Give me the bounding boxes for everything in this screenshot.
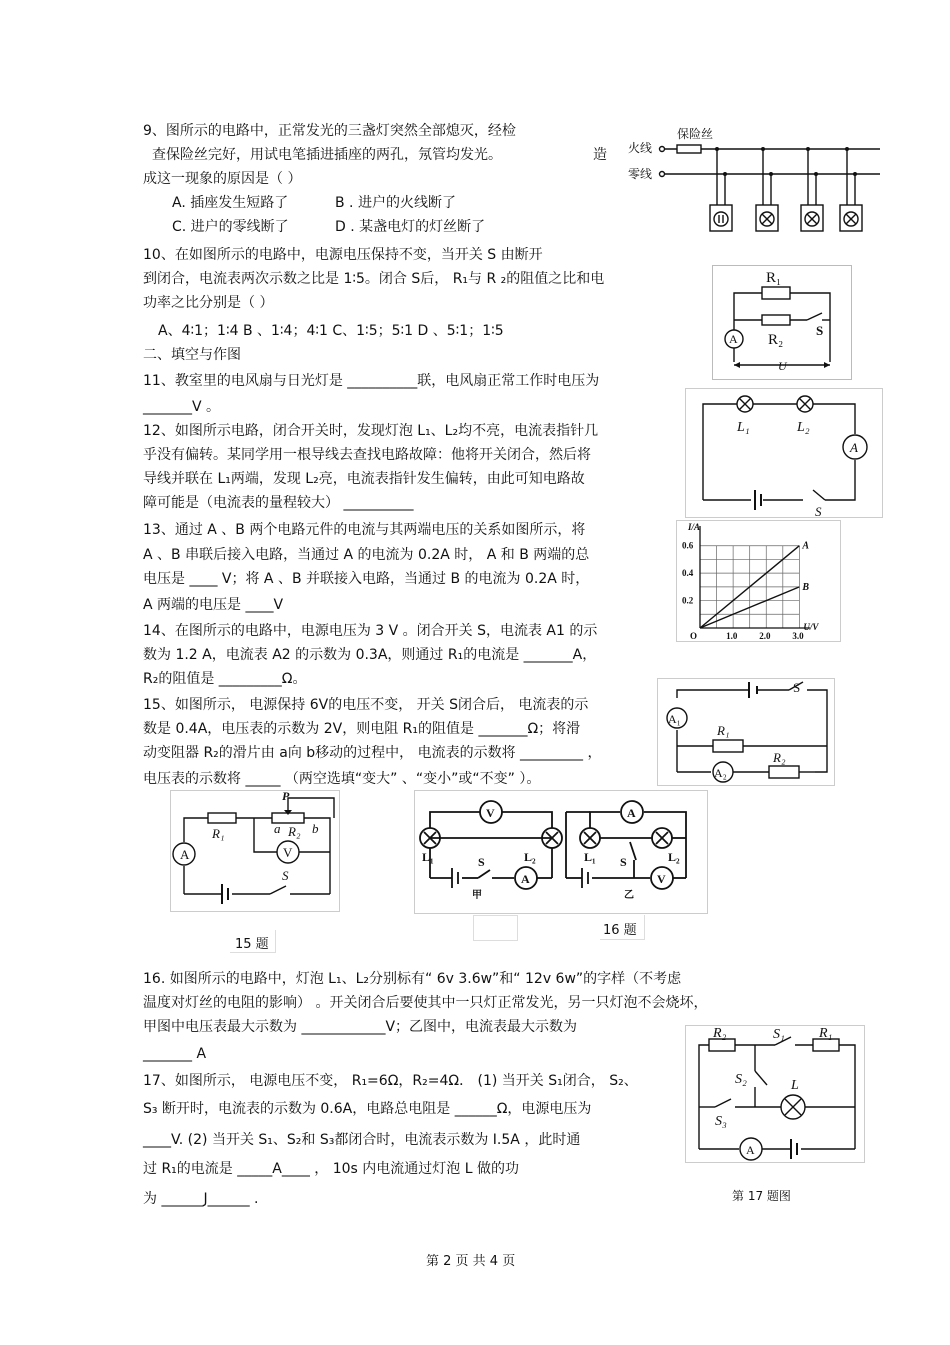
caption-16: 16 题: [603, 923, 637, 938]
q11-line1: 11、教室里的电风扇与日光灯是 __________联，电风扇正常工作时电压为: [143, 373, 600, 389]
label-s2: S₂: [735, 1072, 747, 1087]
q14-line2: 数为 1.2 A，电流表 A2 的示数为 0.3A，则通过 R₁的电流是 _______A，: [143, 647, 597, 663]
y-axis-label: I/A: [688, 522, 701, 532]
q16-line1: 16. 如图所示的电路中，灯泡 L₁、L₂分别标有“ 6v 3.6w”和“ 12v 6w”的字样（不考虑: [143, 971, 682, 987]
q17-line3: ____V. (2) 当开关 S₁、S₂和 S₃都闭合时，电流表示数为 I.5A ，此时通: [143, 1132, 581, 1148]
q9-option-a: A. 插座发生短路了: [172, 195, 289, 211]
ammeter-label-jia: A: [521, 872, 530, 886]
x-tick-label: 1.0: [726, 631, 738, 641]
q12-line4: 障可能是（电流表的量程较大） __________: [143, 495, 414, 511]
q14-line1: 14、在图所示的电路中，电源电压为 3 V 。闭合开关 S，电流表 A1 的示: [143, 623, 598, 639]
label-l2: L₂: [797, 420, 810, 435]
x-axis-label: U/V: [803, 622, 819, 632]
y-tick-label: 0.4: [682, 568, 694, 579]
ammeter-label: A: [729, 332, 738, 346]
q9-line2: 查保险丝完好，用试电笔插进插座的两孔，氖管均发光。: [152, 147, 502, 163]
figure-9-household-circuit: [625, 125, 885, 240]
y-tick-label: 0.6: [682, 540, 694, 551]
figure-15-circuit: [170, 790, 340, 912]
label-l2-jia: L₂: [524, 850, 536, 864]
ammeter2-label: A₂: [714, 766, 727, 780]
label-lamp: L: [791, 1078, 799, 1093]
q10-line1: 10、在如图所示的电路中，电源电压保持不变，当开关 S 由断开: [143, 247, 543, 263]
q16-line2: 温度对灯丝的电阻的影响） 。开关闭合后要使其中一只灯正常发光，另一只灯泡不会烧坏，: [143, 995, 708, 1011]
q10-line2: 到闭合，电流表两次示数之比是 1∶5。闭合 S后， R₁与 R ₂的阻值之比和电: [143, 271, 605, 287]
y-tick-label: 0.2: [682, 595, 694, 606]
q17-line5: 为 ______J______ .: [143, 1191, 259, 1207]
figure-14-circuit: [657, 678, 835, 786]
section-title: 二、填空与作图: [143, 347, 241, 363]
label-l1-jia: L₁: [422, 850, 434, 864]
series-label-B: B: [802, 581, 810, 593]
q9-line1: 9、图所示的电路中，正常发光的三盏灯突然全部熄灭，经检: [143, 123, 516, 139]
q13-line3: 电压是 ____ V；将 A 、B 并联接入电路，当通过 B 的电流为 0.2A 时，: [143, 571, 590, 587]
q15-line2: 数是 0.4A，电压表的示数为 2V，则电阻 R₁的阻值是 _______Ω；将滑: [143, 721, 581, 737]
q9-option-d: D . 某盏电灯的灯丝断了: [335, 219, 486, 235]
switch-label: S: [816, 323, 824, 338]
q9-line3: 成这一现象的原因是（ ）: [143, 171, 302, 187]
voltmeter-label-jia: V: [486, 806, 495, 820]
ammeter-label: A: [180, 847, 190, 862]
label-s3: S₃: [715, 1114, 727, 1129]
label-p: P: [282, 790, 290, 803]
switch-label: S: [793, 680, 801, 695]
q12-line2: 乎没有偏转。某同学用一根导线去查找电路故障：他将开关闭合，然后将: [143, 447, 591, 463]
q14-line3: R₂的阻值是 _________Ω。: [143, 671, 307, 687]
x-tick-label: 2.0: [759, 631, 771, 641]
figure-12-circuit: [685, 388, 883, 518]
switch-label-yi: S: [620, 855, 627, 869]
q10-options: A、4∶1；1∶4 B 、1∶4；4∶1 C、1∶5；5∶1 D 、5∶1；1∶5: [158, 323, 504, 339]
q11-line2: _______V 。: [143, 399, 221, 415]
q15-line4: 电压表的示数将 _____ （两空选填“变大” 、“变小”或“不变” ）。: [143, 771, 541, 787]
ammeter-label: A: [850, 440, 858, 455]
q13-line1: 13、通过 A 、B 两个电路元件的电流与其两端电压的关系如图所示，将: [143, 522, 586, 538]
q10-line3: 功率之比分别是（ ）: [143, 295, 274, 311]
caption-15: 15 题: [235, 937, 269, 952]
figure-13-iu-graph: [676, 520, 841, 642]
label-a: a: [274, 821, 281, 836]
label-l1-yi: L₁: [584, 850, 596, 864]
ammeter-label-yi: A: [627, 806, 636, 820]
q17-line4: 过 R₁的电流是 _____A____ ， 10s 内电流通过灯泡 L 做的功: [143, 1161, 519, 1177]
q16-line3: 甲图中电压表最大示数为 ____________V；乙图中，电流表最大示数为: [143, 1019, 578, 1035]
caption-17: 第 17 题图: [732, 1189, 791, 1203]
label-r1: R₁: [766, 270, 782, 286]
label-r1: R₁: [717, 723, 730, 738]
figure-16-circuits: [414, 790, 708, 914]
q17-line2: S₃ 断开时，电流表的示数为 0.6A，电路总电阻是 ______Ω，电源电压为: [143, 1101, 592, 1117]
switch-label: S: [815, 504, 822, 518]
blank-box: [473, 915, 518, 941]
label-b: b: [312, 821, 319, 836]
label-r1: R₁: [212, 826, 225, 841]
label-jia: 甲: [472, 890, 482, 901]
q9-option-c: C. 进户的零线断了: [172, 219, 289, 235]
ammeter1-label: A₁: [668, 712, 681, 726]
label-r1: R₁: [819, 1026, 833, 1041]
q13-line4: A 两端的电压是 ____V: [143, 597, 284, 613]
switch-label-jia: S: [478, 855, 485, 869]
q9-line2b: 造: [593, 147, 607, 163]
label-s1: S₁: [773, 1027, 785, 1042]
label-l1: L₁: [737, 420, 750, 435]
q15-line1: 15、如图所示， 电源保持 6V的电压不变， 开关 S闭合后， 电流表的示: [143, 697, 589, 713]
label-live-wire: 火线: [628, 141, 653, 155]
figure-17-circuit: [685, 1025, 865, 1163]
q16-line4: _______ A: [143, 1046, 207, 1062]
ammeter-label: A: [746, 1143, 755, 1157]
label-r2: R₂: [768, 332, 784, 348]
voltmeter-label-yi: V: [657, 872, 666, 886]
label-neutral-wire: 零线: [628, 167, 653, 181]
series-label-A: A: [802, 540, 810, 552]
voltage-label: U: [778, 359, 787, 373]
q12-line3: 导线并联在 L₁两端，发现 L₂亮，电流表指针发生偏转，由此可知电路故: [143, 471, 585, 487]
q15-line3: 动变阻器 R₂的滑片由 a向 b移动的过程中， 电流表的示数将 _________ ，: [143, 745, 602, 761]
q13-line2: A 、B 串联后接入电路，当通过 A 的电流为 0.2A 时， A 和 B 两端的总: [143, 547, 590, 563]
figure-10-circuit: [712, 265, 852, 380]
q12-line1: 12、如图所示电路，闭合开关时，发现灯泡 L₁、L₂均不亮，电流表指针几: [143, 423, 599, 439]
label-r2: R₂: [713, 1026, 727, 1041]
label-r2: R₂: [773, 750, 786, 765]
x-tick-label: 3.0: [792, 631, 804, 641]
x-tick-label: O: [690, 631, 698, 641]
label-r2: R₂: [288, 824, 301, 839]
voltmeter-label: V: [283, 845, 293, 860]
page-footer: 第 2 页 共 4 页: [426, 1254, 516, 1269]
label-yi: 乙: [624, 890, 634, 901]
q17-line1: 17、如图所示， 电源电压不变， R₁=6Ω，R₂=4Ω． (1) 当开关 S₁闭合， S₂、: [143, 1073, 638, 1089]
switch-label: S: [282, 868, 289, 883]
label-l2-yi: L₂: [668, 850, 680, 864]
q9-option-b: B . 进户的火线断了: [335, 195, 456, 211]
label-fuse: 保险丝: [677, 127, 714, 141]
